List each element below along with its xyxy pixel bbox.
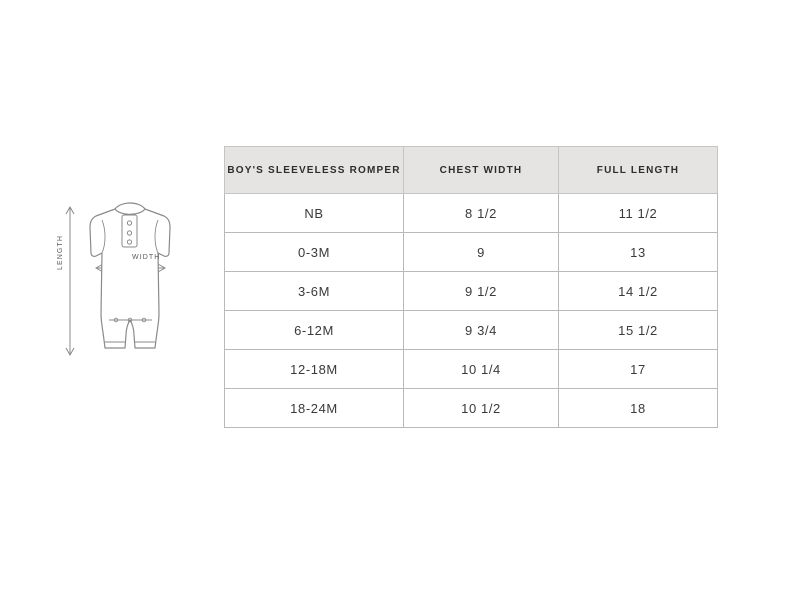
cell-full-length: 18 bbox=[559, 389, 718, 428]
cell-full-length: 14 1/2 bbox=[559, 272, 718, 311]
button-placket bbox=[122, 215, 137, 247]
size-chart-table bbox=[224, 146, 718, 428]
cell-chest-width: 8 1/2 bbox=[404, 194, 559, 233]
cell-full-length: 15 1/2 bbox=[559, 311, 718, 350]
cell-size: NB bbox=[225, 194, 404, 233]
table-header-row bbox=[225, 147, 718, 194]
table-body bbox=[225, 194, 718, 428]
length-arrow bbox=[66, 207, 74, 355]
cell-chest-width: 10 1/2 bbox=[404, 389, 559, 428]
table-row bbox=[225, 233, 718, 272]
cell-chest-width: 9 bbox=[404, 233, 559, 272]
cell-size: 3-6M bbox=[225, 272, 404, 311]
sleeveless-romper-illustration bbox=[52, 196, 212, 371]
table-row bbox=[225, 311, 718, 350]
cell-size: 6-12M bbox=[225, 311, 404, 350]
table-row bbox=[225, 350, 718, 389]
column-header-size: BOY'S SLEEVELESS ROMPER bbox=[225, 147, 404, 194]
cell-size: 18-24M bbox=[225, 389, 404, 428]
table-row bbox=[225, 272, 718, 311]
garment-diagram bbox=[52, 196, 212, 371]
cell-full-length: 11 1/2 bbox=[559, 194, 718, 233]
cell-size: 0-3M bbox=[225, 233, 404, 272]
table-row bbox=[225, 389, 718, 428]
table-header bbox=[225, 147, 718, 194]
length-dimension-label: LENGTH bbox=[57, 235, 64, 270]
cell-chest-width: 9 1/2 bbox=[404, 272, 559, 311]
cell-size: 12-18M bbox=[225, 350, 404, 389]
cell-full-length: 17 bbox=[559, 350, 718, 389]
cell-chest-width: 10 1/4 bbox=[404, 350, 559, 389]
crotch-snaps bbox=[109, 318, 152, 322]
cell-full-length: 13 bbox=[559, 233, 718, 272]
table-row bbox=[225, 194, 718, 233]
cell-chest-width: 9 3/4 bbox=[404, 311, 559, 350]
column-header-full-length: FULL LENGTH bbox=[559, 147, 718, 194]
column-header-chest-width: CHEST WIDTH bbox=[404, 147, 559, 194]
width-dimension-label: WIDTH bbox=[132, 254, 161, 261]
